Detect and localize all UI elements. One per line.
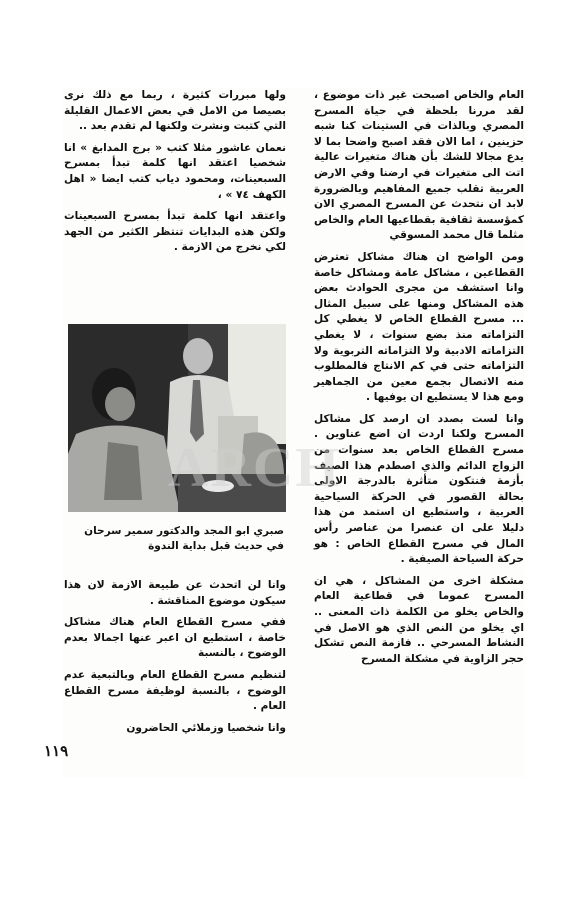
paragraph: لتنظيم مسرح القطاع العام وبالتبعية عدم الوضوح ، بالنسبة لوظيفة مسرح القطاع العام . (64, 668, 286, 713)
paragraph: وانا لن اتحدث عن طبيعة الازمة لان هذا سيكون موضوع المناقشة . (64, 579, 286, 607)
right-text-column (314, 88, 524, 778)
left-top-text-column (64, 88, 286, 318)
paragraph: وانا شخصيا وزملائي الحاضرون (126, 721, 286, 734)
paragraph: مشكلة اخرى من المشاكل ، هي ان المسرح عموما في قطاعية العام والخاص يخلو من الكلمة ذات المعنى .. اي يخلو من النص الذي هو الاصل في النشاط المسرحي .. فازمة النص تشكل حجر الزاوية في مشكلة المسرح (314, 574, 524, 665)
photo-caption: صبري ابو المجد والدكتور سمير سرحان في حديث قبل بداية الندوة (84, 525, 284, 552)
page-number: ١١٩ (44, 742, 69, 760)
paragraph: نعمان عاشور مثلا كتب « برج المدابغ » انا شخصيا اعتقد انها كلمة تبدأ بمسرح السبعينات، ومحمود دياب كتب ايضا « اهل الكهف ٧٤ » ، (64, 141, 286, 201)
paragraph: ولها مبررات كثيرة ، ربما مع ذلك نرى بصيصا من الامل في بعض الاعمال القليلة التي كتبت ونشرت ولكنها لم تقدم بعد .. (64, 89, 286, 133)
archive-watermark: ARCH (168, 437, 341, 499)
paragraph: واعتقد انها كلمة تبدأ بمسرح السبعينات ولكن هذه البدايات تنتظر الكثير من الجهد لكي نخرج من الازمة . (64, 210, 286, 254)
paragraph: ففي مسرح القطاع العام هناك مشاكل خاصة ، استطيع ان اعبر عنها اجمالا بعدم الوضوح ، بالنسبة (64, 616, 286, 660)
left-bottom-text-column (64, 578, 286, 774)
paragraph: ومن الواضح ان هناك مشاكل تعترض القطاعين ، مشاكل عامة ومشاكل خاصة وانا استشف من مجرى الحوادث بعض هذه المشاكل ومنها على سبيل المثال ... مسرح القطاع الخاص لا يغطي كل التزاماته منذ بضع سنوات ، لا يغطي التزاماته الادبية ولا التزاماته التربوية ولا التزاماته حتى في كم الانتاج فالمطلوب منه الاتصال بجمع معين من الجماهير ومع هذا لا يستطيع ان يوفيها . (314, 250, 524, 404)
paragraph: وانا لست بصدد ان ارصد كل مشاكل المسرح ولكنا اردت ان اضع عناوين . مسرح القطاع الخاص بعد سنوات من الزواج الدائم والذي اصطدم هذا الصيف بأزمة فنتكون متأثرة بالدرجة الاولى بحالة القصور في الحركة السياحية العربية ، واستطيع ان استمد من هذا دليلا على ان عنصرا من عناصر رأس المال في مسرح القطاع الخاص : هو حركة السياحة الصيفية . (314, 412, 524, 566)
magazine-page (62, 88, 524, 778)
paragraph: العام والخاص اصبحت غير ذات موضوع ، لقد مررنا بلحظة في حياة المسرح المصري وبالذات في الستينات كنا شبه حزينين ، اما الان فقد اصبح واضحا بما لا يدع مجالا للشك بأن هناك متغيرات عالية اتت الى متغيرات في ارضنا وفي الارض العربية تقلب جميع المفاهيم وبالضرورة لابد ان نتحدث عن المسرح المصري الان كمؤسسة ثقافية بقطاعيها العام والخاص مثلما قال محمد المسوقي (314, 89, 524, 242)
